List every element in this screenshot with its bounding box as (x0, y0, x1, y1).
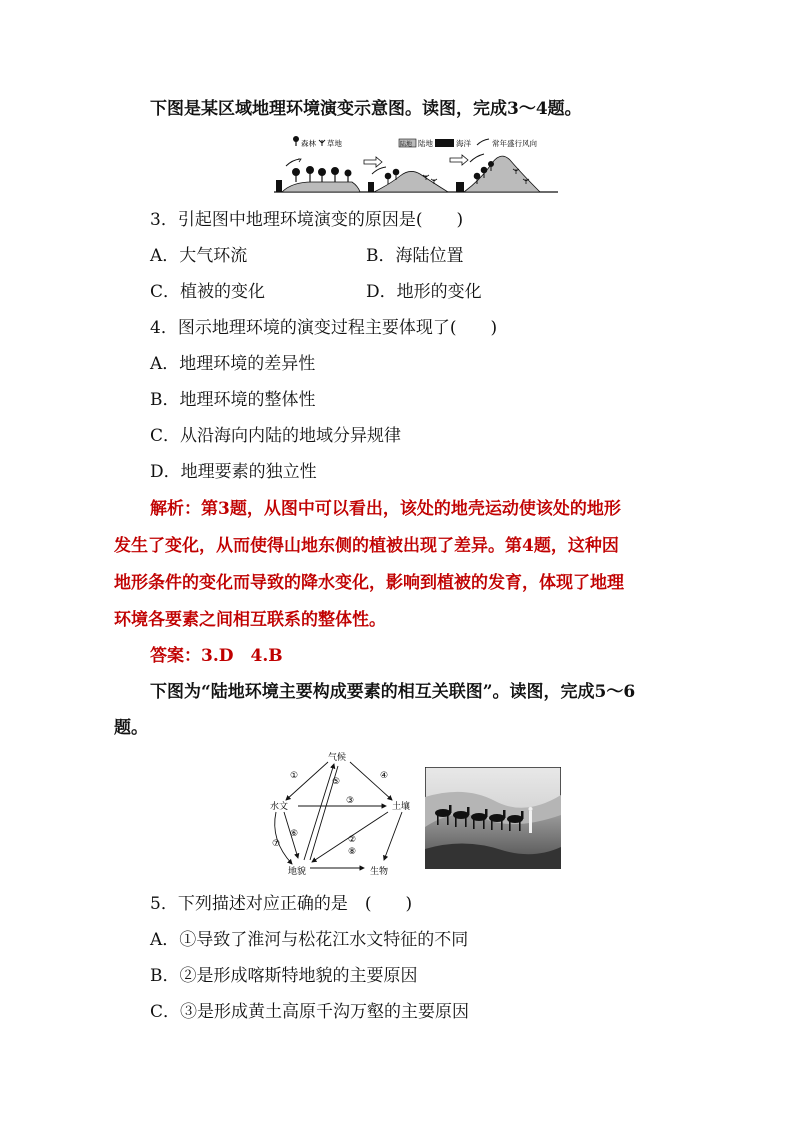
wind-legend-icon (477, 139, 489, 145)
legend-land-box: 陆地 (400, 141, 413, 148)
node-climate: 气候 (328, 753, 347, 763)
person-figure (529, 811, 532, 833)
legend-grass: 草地 (327, 139, 342, 148)
q3-option-c[interactable]: C．植被的变化 (150, 282, 266, 302)
label-6: ⑥ (290, 829, 299, 839)
q3-option-d[interactable]: D．地形的变化 (366, 282, 482, 302)
intro-q3-4: 下图是某区域地理环境演变示意图。读图，完成3～4题。 (150, 99, 582, 119)
q4-option-b[interactable]: B．地理环境的整体性 (150, 390, 316, 410)
stage3-panel (456, 154, 540, 192)
answer-line (150, 645, 283, 667)
analysis-line-3: 地形条件的变化而导致的降水变化，影响到植被的发育，体现了地理 (114, 573, 624, 593)
legend-land: 陆地 (418, 139, 433, 148)
element-relation-diagram (268, 748, 420, 878)
q4-option-d[interactable]: D．地理要素的独立性 (150, 462, 317, 482)
stage2-panel (368, 167, 448, 192)
q5-option-c[interactable]: C．③是形成黄土高原千沟万壑的主要原因 (150, 1002, 470, 1022)
stage-arrow-1 (364, 157, 382, 167)
label-2: ② (348, 835, 357, 845)
ocean-legend-swatch (435, 139, 454, 147)
legend-forest: 森林 (301, 139, 316, 148)
q3-option-b[interactable]: B．海陆位置 (366, 246, 464, 266)
node-landform: 地貌 (288, 867, 307, 877)
node-soil: 土壤 (392, 802, 411, 812)
intro-q5-6-line-2: 题。 (114, 718, 148, 738)
legend-ocean: 海洋 (456, 139, 471, 148)
q3-option-a[interactable]: A．大气环流 (150, 246, 248, 266)
node-hydrology: 水文 (270, 802, 289, 812)
answer-label: 答案： (150, 646, 201, 666)
label-1: ① (290, 771, 299, 781)
q5-stem: 5．下列描述对应正确的是 ( ) (150, 894, 413, 914)
grass-legend-icon (319, 140, 325, 146)
intro-q5-6-line-1: 下图为“陆地环境主要构成要素的相互关联图”。读图，完成5～6 (150, 682, 636, 702)
analysis-line-4: 环境各要素之间相互联系的整体性。 (114, 610, 386, 630)
stage-arrow-2 (450, 155, 468, 165)
label-3: ③ (346, 796, 355, 806)
analysis-line-2: 发生了变化，从而使得山地东侧的植被出现了差异。第4题，这种因 (114, 536, 619, 556)
label-7: ⑦ (272, 839, 281, 849)
q4-option-c[interactable]: C．从沿海向内陆的地域分异规律 (150, 426, 402, 446)
evolution-diagram (272, 130, 562, 196)
analysis-line-1 (150, 498, 621, 520)
analysis-text-1: ：第3题，从图中可以看出，该处的地壳运动使该处的地形 (184, 499, 621, 519)
q4-stem: 4．图示地理环境的演变过程主要体现了( ) (150, 318, 498, 338)
legend-wind: 常年盛行风向 (492, 139, 537, 148)
q4-option-a[interactable]: A．地理环境的差异性 (150, 354, 316, 374)
q5-option-b[interactable]: B．②是形成喀斯特地貌的主要原因 (150, 966, 418, 986)
forest-legend-icon (293, 136, 299, 146)
label-5: ⑤ (332, 777, 341, 787)
answer-value: 3.D 4.B (201, 646, 283, 666)
q3-stem: 3．引起图中地理环境演变的原因是( ) (150, 210, 464, 230)
analysis-label: 解析 (150, 499, 184, 519)
q5-option-a[interactable]: A．①导致了淮河与松花江水文特征的不同 (150, 930, 469, 950)
label-8: ⑧ (348, 847, 357, 857)
desert-camel-photo (425, 767, 561, 869)
node-biology: 生物 (370, 867, 389, 877)
stage1-panel (276, 159, 360, 192)
label-4: ④ (380, 771, 389, 781)
